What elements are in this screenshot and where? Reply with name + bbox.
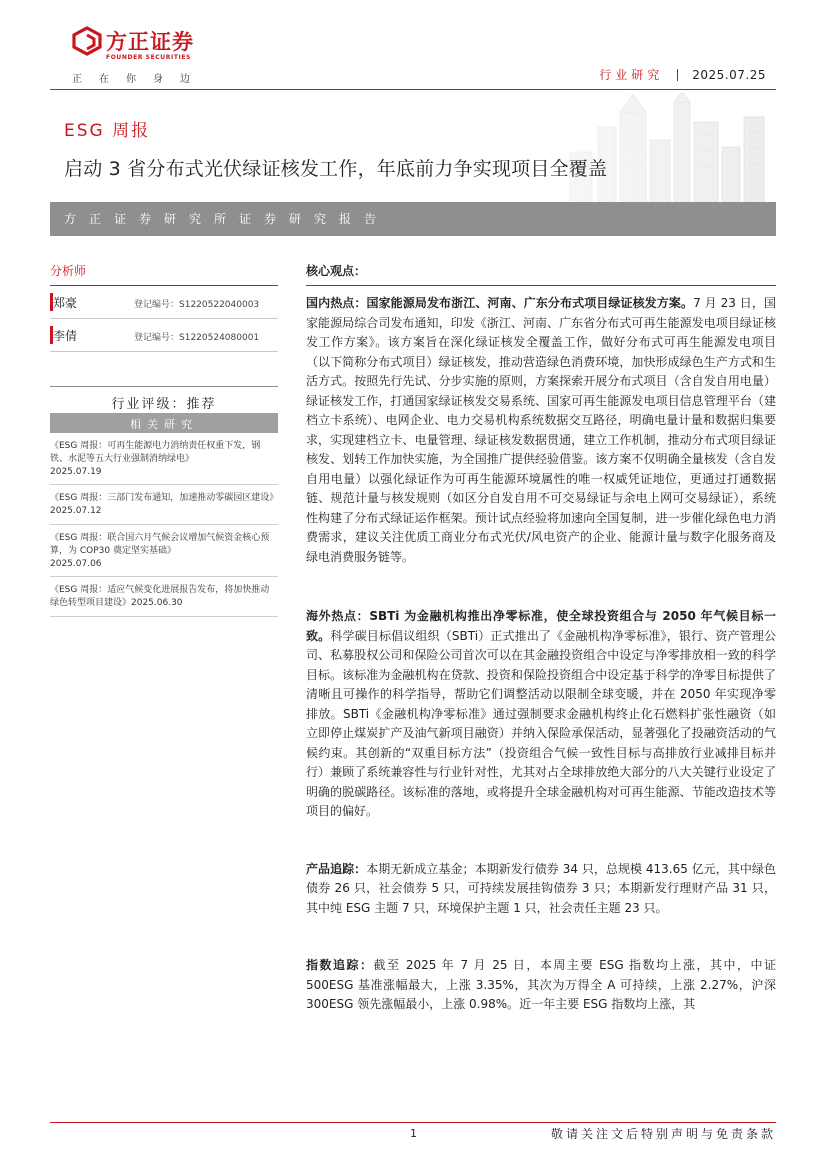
related-report-link[interactable] xyxy=(50,577,278,617)
section-body: 本期无新成立基金；本期新发行债券 34 只，总规模 413.65 亿元，其中绿色债券 26 只，社会债券 5 只，可持续发展挂钩债券 3 只；本期新发行理财产品 31 只，其中纯 ESG 主题 7 只，环境保护主题 1 只，社会责任主题 23 只。 xyxy=(306,861,776,915)
rating-text: 行业评级：推荐 xyxy=(111,397,217,412)
related-report-link[interactable] xyxy=(50,525,278,577)
institute-label: 方正证券研究所证券研究报告 xyxy=(64,212,390,226)
footer-rule xyxy=(50,1122,776,1123)
related-report-date: 2025.07.06 xyxy=(50,559,102,569)
core-views-heading: 核心观点： xyxy=(306,262,776,286)
disclaimer-notice: 敬请关注文后特别声明与免责条款 xyxy=(550,1127,776,1141)
section-lead: 产品追踪： xyxy=(306,861,367,876)
index-tracking-paragraph xyxy=(306,956,776,1015)
analyst-registration: 登记编号：S1220524080001 xyxy=(134,333,260,343)
analyst-heading: 分析师 xyxy=(50,262,278,286)
product-tracking-paragraph xyxy=(306,860,776,919)
section-lead: 国内热点：国家能源局发布浙江、河南、广东分布式项目绿证核发方案。 xyxy=(306,296,694,310)
page-number: 1 xyxy=(410,1127,417,1140)
section-body: 截至 2025 年 7 月 25 日，本周主要 ESG 指数均上涨，其中，中证 500ESG 基准涨幅最大，上涨 3.35%，其次为万得全 A 可持续，上涨 2.27%，沪深 300ESG 领先涨幅最小，上涨 0.98%。近一年主要 ESG 指数均上涨，其 xyxy=(306,958,776,1011)
report-title: 启动 3 省分布式光伏绿证核发工作，年底前力争实现项目全覆盖 xyxy=(64,158,608,180)
slogan: 正在你身边 xyxy=(72,74,207,85)
analyst-name: 郑豪 xyxy=(53,296,78,310)
related-report-title: 《ESG 周报：三部门发布通知，加速推动零碳园区建设》2025.07.12 xyxy=(50,493,274,516)
related-research-label: 相关研究 xyxy=(130,418,198,431)
header-rule xyxy=(50,89,776,90)
related-report-link[interactable] xyxy=(50,485,278,525)
report-category: 行业研究 xyxy=(599,68,664,82)
related-report-link[interactable] xyxy=(50,433,278,485)
analyst-name: 李倩 xyxy=(53,329,78,343)
report-type: ESG 周报 xyxy=(64,121,151,141)
analyst-row xyxy=(50,286,278,319)
industry-rating xyxy=(50,386,278,413)
section-body: 科学碳目标倡议组织（SBTi）正式推出了《金融机构净零标准》，银行、资产管理公司、私募股权公司和保险公司首次可以在其金融投资组合中设定与净零排放相一致的科学目标。该标准为金融机构在贷款、投资和保险投资组合中设定基于科学的净零目标提供了清晰且可操作的科学指导，帮助它们调整活动以限制全球变暖，并在 2050 年实现净零排放。SBTi《金融机构净零标准》通过强制要求金融机构终止化石燃料扩张性融资（如立即停止煤炭扩产及油气新项目融资）并纳入保险承保活动，显著强化了投融资活动的气候约束。其创新的“双重目标方法”（投资组合气候一致性目标与高排放行业减排目标并行）兼顾了系统兼容性与行业针对性，尤其对占全球排放绝大部分的八大关键行业设定了明确的脱碳路径。该标准的落地，或将提升全球金融机构对可再生能源、节能改造技术等项目的偏好。 xyxy=(306,628,776,818)
title-banner xyxy=(50,92,776,257)
section-lead: 指数追踪： xyxy=(306,958,374,972)
related-research-heading xyxy=(50,413,278,433)
institute-band xyxy=(50,202,776,236)
logo-chinese-name: 方正证券 xyxy=(106,30,194,54)
header-meta xyxy=(599,66,766,83)
founder-logo-icon xyxy=(72,26,102,56)
company-logo xyxy=(72,24,232,84)
report-date: 2025.07.25 xyxy=(692,68,766,82)
related-report-title: 《ESG 周报：适应气候变化进展报告发布，将加快推动绿色转型项目建设》2025.06.30 xyxy=(50,585,270,608)
section-lead: 海外热点：SBTi 为金融机构推出净零标准，使全球投资组合与 2050 年气候目标一致。 xyxy=(306,609,776,643)
analyst-registration: 登记编号：S1220522040003 xyxy=(134,300,260,310)
related-report-title: 《ESG 周报：可再生能源电力消纳责任权重下发，钢铁、水泥等五大行业强制消纳绿电》 xyxy=(50,441,261,464)
main-content xyxy=(306,262,776,1015)
header-divider xyxy=(677,69,678,81)
related-report-date: 2025.07.19 xyxy=(50,467,102,477)
domestic-hotspot-paragraph xyxy=(306,294,776,567)
sidebar xyxy=(50,262,278,617)
logo-english-name: FOUNDER SECURITIES xyxy=(106,54,191,61)
analyst-row xyxy=(50,319,278,352)
related-report-title: 《ESG 周报：联合国六月气候会议增加气候资金核心预算，为 COP30 奠定坚实基础》 xyxy=(50,533,270,556)
overseas-hotspot-paragraph xyxy=(306,607,776,822)
section-body: 7 月 23 日，国家能源局综合司发布通知，印发《浙江、河南、广东省分布式可再生能源发电项目绿证核发工作方案》。该方案旨在深化绿证核发全覆盖工作，做好分布式可再生能源发电项目（以下简称分布式项目）绿证核发，推动营造绿色消费环境，加快形成绿色生产方式和生活方式。按照先行先试、分步实施的原则，方案探索开展分布式项目（含自发自用电量）绿证核发工作，打通国家绿证核发交易系统、国家可再生能源发电项目信息管理平台（建档立卡系统）、电网企业、电力交易机构系统数据交互路径，明确电量计量和数据归集要求，实现建档立卡、电量管理、绿证核发数据贯通，建立工作机制，推动分布式项目绿证核发、划转工作加快实施，为全国推广提供经验借鉴。该方案不仅明确全量核发（含自发自用电量）以强化绿证作为可再生能源环境属性的唯一权威凭证地位，更通过打通数据链、规范计量与核发规则（如区分自发自用不可交易绿证与余电上网可交易绿证），系统性构建了分布式绿证运作框架。预计试点经验将加速向全国复制，进一步催化绿色电力消费需求，建议关注优质工商业分布式光伏/风电资产的企业、能源计量与数字化服务商及绿电消费服务链等。 xyxy=(306,296,776,564)
